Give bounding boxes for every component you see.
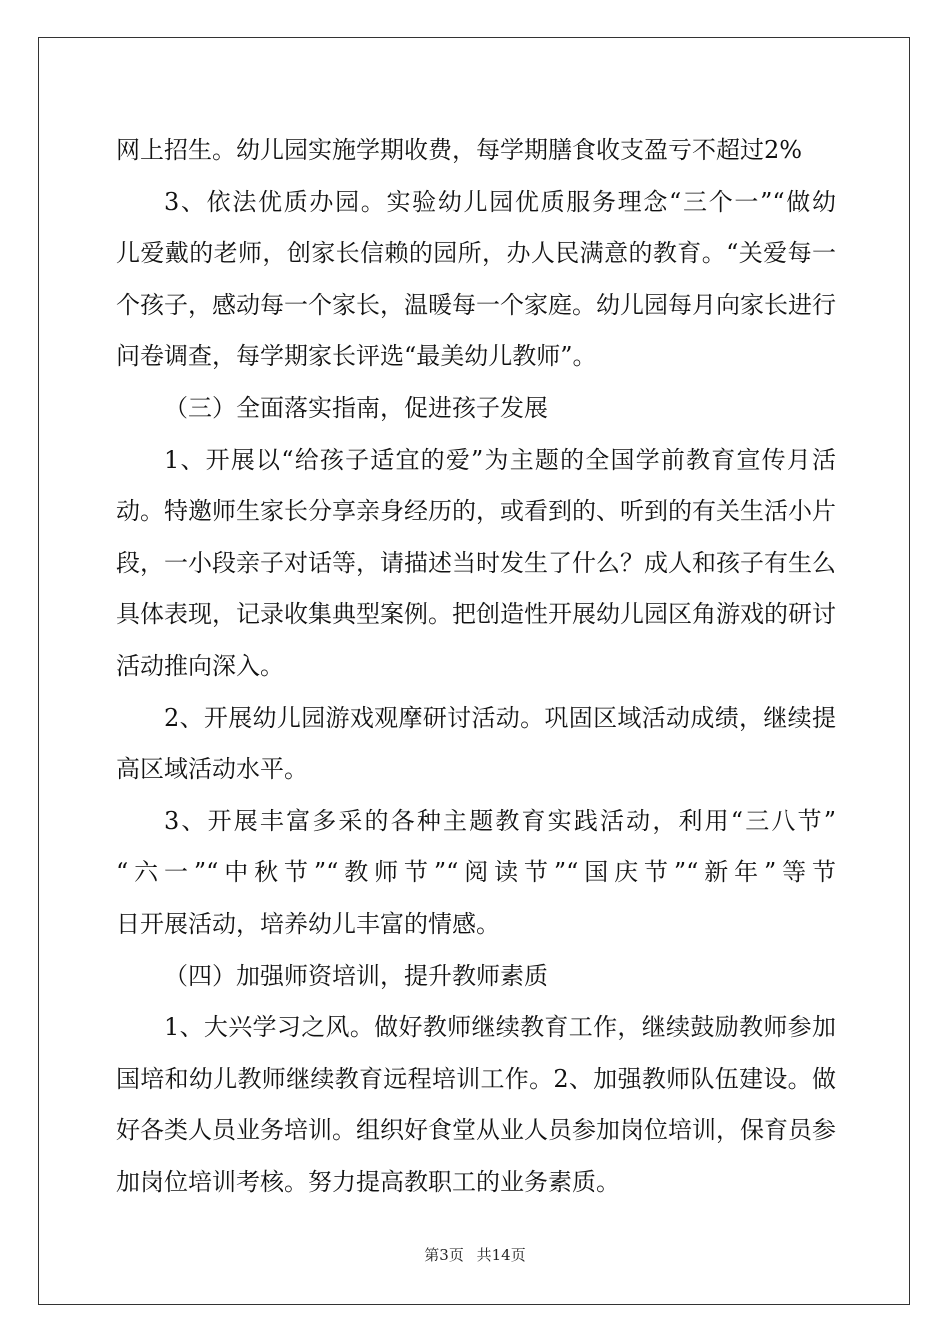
document-body <box>116 128 836 1211</box>
section-heading-4: （四）加强师资培训，提升教师素质 <box>164 961 548 990</box>
text-line-8: 动。特邀师生家长分享亲身经历的，或看到的、听到的有关生活小片 <box>116 497 836 526</box>
text-line-10: 具体表现，记录收集典型案例。把创造性开展幼儿园区角游戏的研讨 <box>116 600 836 629</box>
text-line-11: 活动推向深入。 <box>116 651 284 680</box>
text-line-20: 好各类人员业务培训。组织好食堂从业人员参加岗位培训，保育员参 <box>116 1116 836 1145</box>
text-line-12: 2、开展幼儿园游戏观摩研讨活动。巩固区域活动成绩，继续提 <box>164 703 836 732</box>
text-line-9: 段，一小段亲子对话等，请描述当时发生了什么？成人和孩子有生么 <box>116 548 836 577</box>
page-total: 共14页 <box>476 1246 526 1264</box>
page-number: 第3页 <box>424 1246 464 1264</box>
text-line-5: 问卷调查，每学期家长评选“最美幼儿教师”。 <box>116 342 597 371</box>
text-line-1: 网上招生。幼儿园实施学期收费，每学期膳食收支盈亏不超过2% <box>116 136 803 164</box>
text-line-14: 3、开展丰富多采的各种主题教育实践活动，利用“三八节” <box>164 806 836 835</box>
text-line-18: 1、大兴学习之风。做好教师继续教育工作，继续鼓励教师参加 <box>164 1013 836 1042</box>
text-line-16: 日开展活动，培养幼儿丰富的情感。 <box>116 909 500 938</box>
text-line-4: 个孩子，感动每一个家长，温暖每一个家庭。幼儿园每月向家长进行 <box>116 290 836 319</box>
text-line-3: 儿爱戴的老师，创家长信赖的园所，办人民满意的教育。“关爱每一 <box>116 239 836 268</box>
text-line-13: 高区域活动水平。 <box>116 755 308 784</box>
text-line-7: 1、开展以“给孩子适宜的爱”为主题的全国学前教育宣传月活 <box>164 445 836 474</box>
section-heading-3: （三）全面落实指南，促进孩子发展 <box>164 393 548 422</box>
page-footer <box>0 1244 950 1265</box>
text-line-19: 国培和幼儿教师继续教育远程培训工作。2、加强教师队伍建设。做 <box>116 1064 836 1093</box>
text-line-2: 3、依法优质办园。实验幼儿园优质服务理念“三个一”“做幼 <box>164 187 836 216</box>
text-line-15: “六一”“中秋节”“教师节”“阅读节”“国庆节”“新年”等节 <box>116 858 836 887</box>
text-line-21: 加岗位培训考核。努力提高教职工的业务素质。 <box>116 1167 620 1196</box>
